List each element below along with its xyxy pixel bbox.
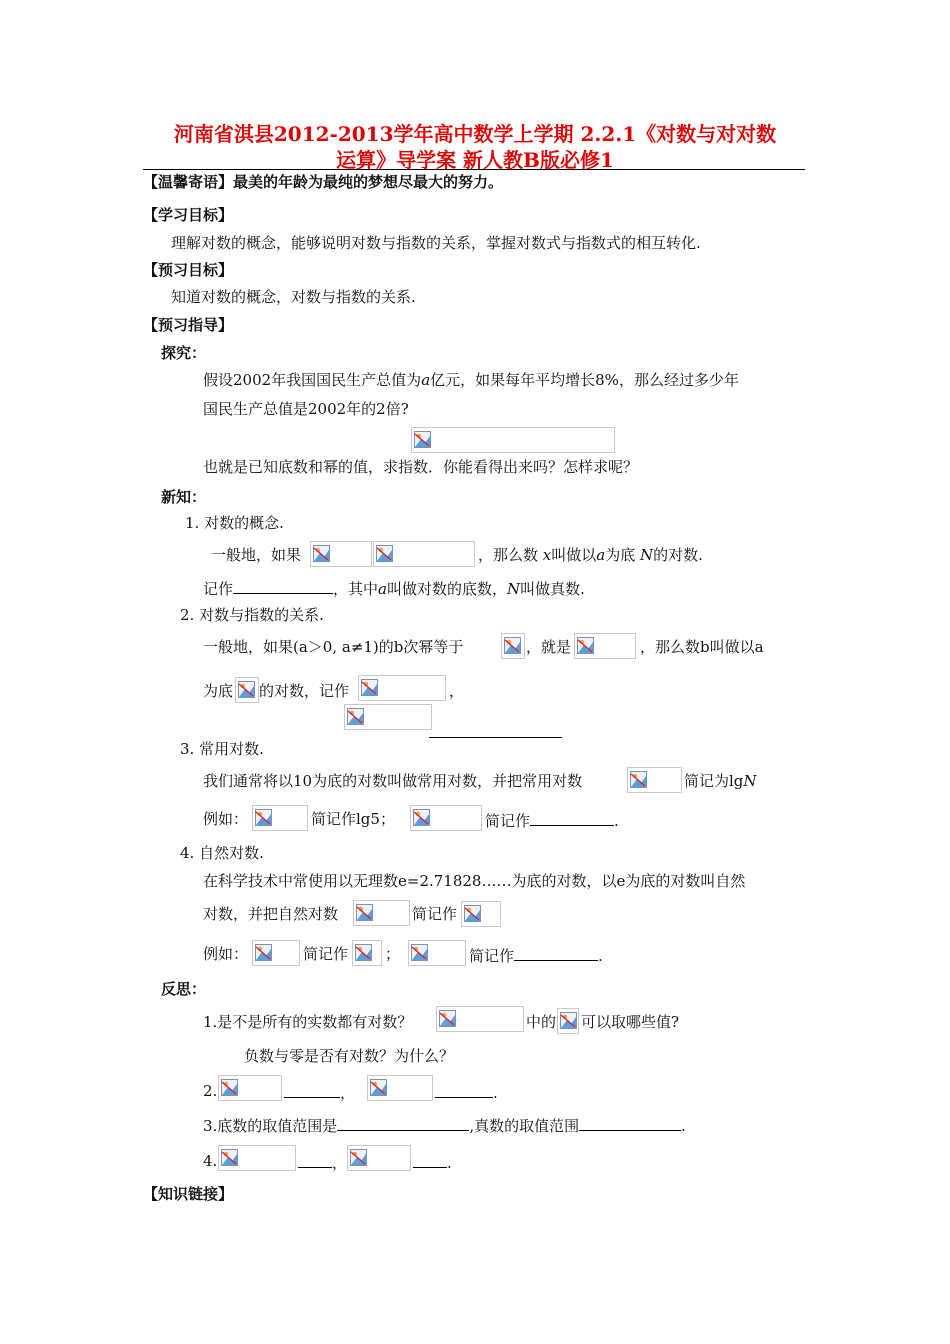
preview-guide-label: 【预习指导】: [143, 316, 234, 334]
explore-paragraph-2: 国民生产总值是2002年的2倍?: [203, 400, 409, 418]
learning-goal-text: 理解对数的概念，能够说明对数与指数的关系，掌握对数式与指数式的相互转化.: [171, 234, 701, 252]
broken-image-icon: [414, 431, 431, 448]
s4-line1: 在科学技术中常使用以无理数e=2.71828……为底的对数，以e为底的对数叫自然: [203, 872, 746, 890]
broken-image-icon: [577, 637, 594, 654]
q4-text-c: .: [413, 1151, 452, 1173]
s4-line2-text-b: 简记作: [412, 905, 458, 923]
equation-image: [627, 767, 682, 793]
q2-text-b: ，: [284, 1081, 355, 1103]
equation-image: [347, 1145, 411, 1171]
explore-paragraph-3: 也就是已知底数和幂的值，求指数．你能看得出来吗？怎样求呢？: [203, 458, 639, 476]
s4-line2-text-a: 对数，并把自然对数: [203, 905, 339, 923]
broken-image-icon: [361, 679, 378, 696]
reflection-label: 反思：: [161, 980, 207, 998]
broken-image-icon: [376, 545, 393, 562]
broken-image-icon: [255, 809, 272, 826]
s3-line2-text-b: 简记作lg5；: [311, 810, 395, 828]
fill-blank: [413, 1151, 447, 1168]
equation-image: [235, 677, 259, 703]
broken-image-icon: [504, 637, 521, 654]
broken-image-icon: [255, 944, 272, 961]
fill-blank: [435, 1081, 493, 1098]
broken-image-icon: [355, 944, 372, 961]
s4-line3-text-b: 简记作: [303, 945, 349, 963]
new-knowledge-label: 新知：: [161, 488, 207, 506]
document-title-line-2: 运算》导学案 新人教B版必修1: [336, 148, 614, 172]
equation-image: [367, 1075, 433, 1101]
fill-blank: [579, 1114, 681, 1131]
broken-image-icon: [630, 771, 647, 788]
s1-line1-text-a: 一般地，如果: [211, 546, 302, 564]
warm-words-text: 最美的年龄为最纯的梦想尽最大的努力。: [233, 173, 504, 191]
warm-words: [143, 172, 503, 192]
warm-words-label: 【温馨寄语】: [143, 173, 234, 191]
equation-image: [252, 940, 300, 966]
q1-text-c: 可以取哪些值?: [581, 1013, 680, 1031]
q2-number: 2.: [203, 1082, 218, 1100]
fill-blank: [284, 1081, 340, 1098]
s2-line1-text-c: ，那么数b叫做以a: [640, 638, 764, 656]
broken-image-icon: [411, 944, 428, 961]
preview-goal-text: 知道对数的概念，对数与指数的关系.: [171, 288, 416, 306]
s3-line2-text-c: 简记作 .: [485, 809, 619, 831]
fill-blank: [530, 809, 614, 826]
s4-line3-text-c: ；: [385, 945, 401, 963]
broken-image-icon: [439, 1010, 456, 1027]
s3-line2-text-a: 例如：: [203, 810, 249, 828]
s2-line1-text-a: 一般地，如果(a＞0, a≠1)的b次幂等于: [203, 638, 464, 656]
equation-image: [310, 541, 372, 567]
broken-image-icon: [221, 1149, 238, 1166]
knowledge-link-label: 【知识链接】: [143, 1185, 234, 1203]
q1-text-a: 1.是不是所有的实数都有对数？: [203, 1013, 413, 1031]
equation-image: [411, 427, 615, 453]
equation-image: [344, 704, 432, 730]
section-2-title: 2. 对数与指数的关系.: [180, 606, 324, 624]
s1-line2: 记作 ，其中a叫做对数的底数，N叫做真数.: [203, 577, 585, 599]
fill-blank: [233, 577, 333, 594]
q1-text-b: 中的: [526, 1013, 557, 1031]
explore-paragraph-1: 假设2002年我国国民生产总值为a亿元，如果每年平均增长8%，那么经过多少年: [203, 371, 739, 389]
s2-line2-text-c: ，: [449, 682, 465, 700]
equation-image: [252, 805, 308, 831]
broken-image-icon: [370, 1079, 387, 1096]
equation-image: [352, 940, 382, 966]
broken-image-icon: [413, 809, 430, 826]
preview-goal-label: 【预习目标】: [143, 261, 234, 279]
s4-line3-text-d: 简记作 .: [469, 944, 603, 966]
section-1-title: 1. 对数的概念.: [185, 514, 284, 532]
equation-image: [461, 901, 501, 927]
broken-image-icon: [221, 1079, 238, 1096]
fill-blank: [337, 1114, 469, 1131]
s2-line2-text-a: 为底: [203, 682, 234, 700]
q4-text-b: ，: [298, 1151, 347, 1173]
s1-line1-text-b: ，那么数 x叫做以a为底 N的对数.: [478, 546, 703, 564]
s2-line1-text-b: ，就是: [526, 638, 572, 656]
broken-image-icon: [350, 1149, 367, 1166]
equation-image: [353, 900, 410, 926]
document-title-line-1: 河南省淇县2012-2013学年高中数学上学期 2.2.1《对数与对对数: [173, 122, 777, 146]
s4-line3-text-a: 例如：: [203, 945, 249, 963]
broken-image-icon: [313, 545, 330, 562]
equation-image: [408, 940, 466, 966]
q4-number: 4.: [203, 1152, 218, 1170]
broken-image-icon: [356, 904, 373, 921]
q1-text-d: 负数与零是否有对数？为什么？: [244, 1047, 455, 1065]
broken-image-icon: [238, 681, 255, 698]
equation-image: [501, 633, 525, 659]
broken-image-icon: [464, 905, 481, 922]
equation-image: [218, 1145, 296, 1171]
title-divider: [143, 169, 805, 170]
fill-blank: [298, 1151, 332, 1168]
q3: 3.底数的取值范围是 ,真数的取值范围 .: [203, 1114, 686, 1136]
equation-image: [436, 1006, 524, 1032]
equation-image: [410, 805, 482, 831]
fill-blank: [514, 944, 598, 961]
equation-image: [557, 1008, 579, 1034]
equation-image: [358, 675, 446, 701]
broken-image-icon: [560, 1012, 577, 1029]
s2-line2-text-b: 的对数，记作: [259, 682, 350, 700]
equation-image: [574, 633, 636, 659]
section-4-title: 4. 自然对数.: [180, 844, 264, 862]
s3-line1-text-b: 简记为lgN: [684, 772, 757, 790]
fill-blank: [429, 737, 562, 738]
equation-image: [373, 541, 475, 567]
s3-line1-text-a: 我们通常将以10为底的对数叫做常用对数，并把常用对数: [203, 772, 583, 790]
equation-image: [218, 1075, 282, 1101]
learning-goal-label: 【学习目标】: [143, 206, 234, 224]
explore-label: 探究：: [161, 344, 207, 362]
q2-text-c: .: [435, 1081, 498, 1103]
broken-image-icon: [347, 708, 364, 725]
section-3-title: 3. 常用对数.: [180, 740, 264, 758]
